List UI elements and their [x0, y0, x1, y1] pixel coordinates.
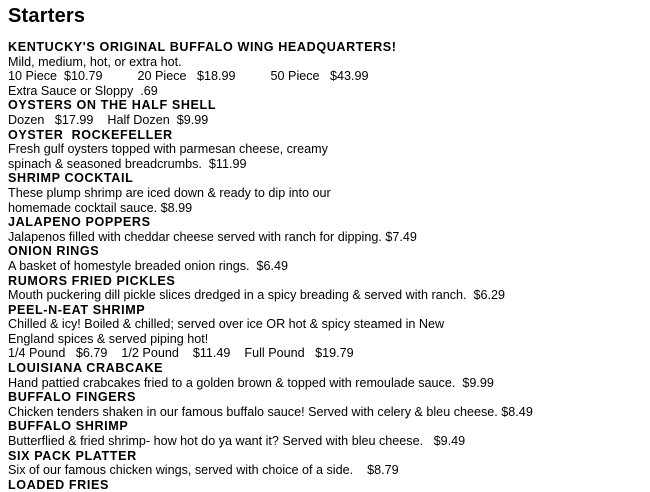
item-description: England spices & served piping hot!: [8, 331, 209, 346]
item-name: OYSTERS ON THE HALF SHELL: [8, 98, 217, 113]
item-description: Mild, medium, hot, or extra hot.: [8, 54, 182, 69]
menu-item: [8, 274, 648, 303]
item-description: Butterflied & fried shrimp- how hot do ya want it? Served with bleu cheese. $9.49: [8, 434, 466, 449]
item-pricing: 1/4 Pound $6.79 1/2 Pound $11.49 Full Pound $19.79: [8, 346, 354, 361]
section-title: Starters: [8, 5, 86, 27]
menu-item: [8, 449, 648, 478]
menu-item: [8, 98, 648, 127]
item-name: PEEL-N-EAT SHRIMP: [8, 302, 146, 317]
item-pricing: 10 Piece $10.79 20 Piece $18.99 50 Piece $43.99: [8, 69, 369, 84]
menu-item: [8, 390, 648, 419]
menu-item: [8, 419, 648, 448]
item-description: Chilled & icy! Boiled & chilled; served over ice OR hot & spicy steamed in New: [8, 317, 445, 332]
menu-item: [8, 40, 648, 98]
item-name: ONION RINGS: [8, 244, 100, 259]
item-name: LOADED FRIES: [8, 477, 109, 492]
item-description: Jalapenos filled with cheddar cheese served with ranch for dipping. $7.49: [8, 229, 417, 244]
item-description: Mouth puckering dill pickle slices dredged in a spicy breading & served with ranch. $6.29: [8, 288, 506, 303]
item-name: SIX PACK PLATTER: [8, 448, 137, 463]
item-pricing: Dozen $17.99 Half Dozen $9.99: [8, 112, 209, 127]
menu-item: [8, 171, 648, 215]
menu-item: [8, 303, 648, 361]
item-name: OYSTER ROCKEFELLER: [8, 127, 173, 142]
item-description: Six of our famous chicken wings, served with choice of a side. $8.79: [8, 463, 399, 478]
item-name: LOUISIANA CRABCAKE: [8, 361, 164, 376]
item-name: BUFFALO FINGERS: [8, 390, 136, 405]
item-name: KENTUCKY'S ORIGINAL BUFFALO WING HEADQUARTERS!: [8, 40, 397, 54]
item-description: These plump shrimp are iced down & ready to dip into our: [8, 185, 331, 200]
menu-item: [8, 478, 648, 492]
item-name: BUFFALO SHRIMP: [8, 419, 129, 434]
item-name: JALAPENO POPPERS: [8, 215, 151, 230]
item-extra: Extra Sauce or Sloppy .69: [8, 83, 158, 98]
item-name: SHRIMP COCKTAIL: [8, 171, 134, 186]
menu-item: [8, 128, 648, 172]
menu-item: [8, 215, 648, 244]
menu-item: [8, 361, 648, 390]
starters-list: [8, 40, 648, 492]
item-description: homemade cocktail sauce. $8.99: [8, 200, 193, 215]
item-description: Hand pattied crabcakes fried to a golden brown & topped with remoulade sauce. $9.99: [8, 375, 494, 390]
item-description: A basket of homestyle breaded onion rings. $6.49: [8, 258, 289, 273]
item-description: Fresh gulf oysters topped with parmesan cheese, creamy: [8, 142, 328, 157]
item-name: RUMORS FRIED PICKLES: [8, 273, 176, 288]
menu-item: [8, 244, 648, 273]
item-description: Chicken tenders shaken in our famous buffalo sauce! Served with celery & bleu cheese. $8.49: [8, 404, 533, 419]
item-description: spinach & seasoned breadcrumbs. $11.99: [8, 156, 247, 171]
